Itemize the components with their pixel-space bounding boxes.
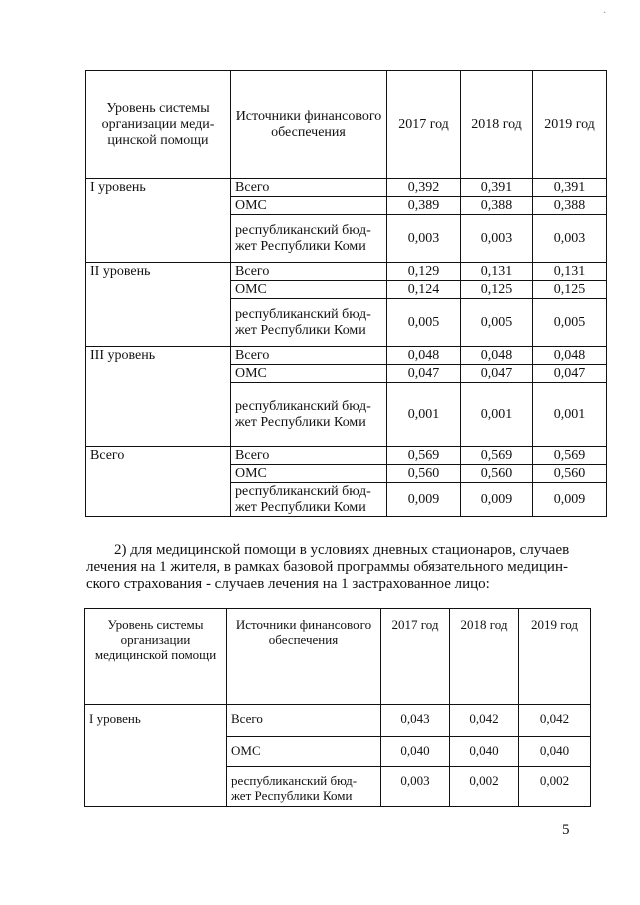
table-header-row [86,71,607,179]
scan-mark: · [603,8,607,19]
value-2018-cell: 0,002 [450,767,519,807]
paragraph-line: 2) для медицинской помощи в условиях дневных стационаров, случаев [114,542,570,558]
value-2018-cell: 0,560 [461,465,533,483]
source-cell: ОМС [227,737,381,767]
level-cell [86,299,231,347]
level-cell [85,737,227,767]
level-cell: I уровень [85,705,227,737]
header-2019: 2019 год [519,609,591,705]
level-volume-table-2 [84,608,591,807]
value-2019-cell: 0,009 [533,483,607,517]
table-row [86,465,607,483]
value-2017-cell: 0,003 [387,215,461,263]
source-cell: республиканский бюд-жет Республики Коми [231,383,387,447]
value-2017-cell: 0,048 [387,347,461,365]
source-cell: ОМС [231,281,387,299]
value-2017-cell: 0,392 [387,179,461,197]
table-row [86,447,607,465]
table-row [85,737,591,767]
source-cell: Всего [231,447,387,465]
header-2018: 2018 год [450,609,519,705]
header-2019: 2019 год [533,71,607,179]
source-cell: Всего [231,263,387,281]
value-2018-cell: 0,003 [461,215,533,263]
level-cell: II уровень [86,263,231,281]
page-number: 5 [562,822,570,838]
source-cell: республиканский бюд-жет Республики Коми [231,483,387,517]
value-2019-cell: 0,569 [533,447,607,465]
level-cell: I уровень [86,179,231,197]
value-2019-cell: 0,125 [533,281,607,299]
value-2017-cell: 0,005 [387,299,461,347]
level-cell [86,197,231,215]
table-header-row [85,609,591,705]
header-2017: 2017 год [381,609,450,705]
value-2019-cell: 0,002 [519,767,591,807]
source-cell: ОМС [231,465,387,483]
value-2017-cell: 0,124 [387,281,461,299]
level-cell: Всего [86,447,231,465]
table-body [85,705,591,807]
table-row [86,483,607,517]
value-2019-cell: 0,005 [533,299,607,347]
value-2017-cell: 0,560 [387,465,461,483]
table-row [86,197,607,215]
table-row [85,767,591,807]
source-cell: республиканский бюд-жет Республики Коми [231,215,387,263]
level-cell [86,383,231,447]
paragraph-line: ского страхования - случаев лечения на 1 застрахованное лицо: [86,576,490,592]
value-2017-cell: 0,043 [381,705,450,737]
value-2018-cell: 0,569 [461,447,533,465]
header-level: Уровень системы организации меди-цинской помощи [86,71,231,179]
source-cell: Всего [231,347,387,365]
value-2018-cell: 0,040 [450,737,519,767]
level-cell [86,215,231,263]
level-cell [85,767,227,807]
table-row [86,281,607,299]
header-source: Источники финансового обеспечения [231,71,387,179]
paragraph-line: лечения на 1 жителя, в рамках базовой программы обязательного медицин- [86,559,568,575]
value-2018-cell: 0,042 [450,705,519,737]
value-2019-cell: 0,047 [533,365,607,383]
value-2019-cell: 0,040 [519,737,591,767]
value-2017-cell: 0,040 [381,737,450,767]
level-cell [86,281,231,299]
value-2018-cell: 0,388 [461,197,533,215]
value-2018-cell: 0,047 [461,365,533,383]
value-2017-cell: 0,009 [387,483,461,517]
header-2018: 2018 год [461,71,533,179]
value-2019-cell: 0,131 [533,263,607,281]
value-2017-cell: 0,001 [387,383,461,447]
source-cell: ОМС [231,365,387,383]
paragraph-day-hospital [86,542,586,593]
table-row [86,383,607,447]
value-2019-cell: 0,388 [533,197,607,215]
source-cell: ОМС [231,197,387,215]
value-2017-cell: 0,047 [387,365,461,383]
value-2017-cell: 0,389 [387,197,461,215]
level-cell [86,465,231,483]
value-2018-cell: 0,125 [461,281,533,299]
header-2017: 2017 год [387,71,461,179]
table-row [86,263,607,281]
value-2018-cell: 0,005 [461,299,533,347]
value-2019-cell: 0,042 [519,705,591,737]
value-2017-cell: 0,569 [387,447,461,465]
level-cell: III уровень [86,347,231,365]
value-2019-cell: 0,003 [533,215,607,263]
value-2018-cell: 0,131 [461,263,533,281]
table-row [86,365,607,383]
value-2019-cell: 0,048 [533,347,607,365]
table-row [86,179,607,197]
value-2018-cell: 0,391 [461,179,533,197]
source-cell: республиканский бюд-жет Республики Коми [231,299,387,347]
table-row [86,215,607,263]
source-cell: Всего [231,179,387,197]
header-level: Уровень системы организации медицинской помощи [85,609,227,705]
source-cell: республиканский бюд-жет Республики Коми [227,767,381,807]
value-2018-cell: 0,009 [461,483,533,517]
table-row [85,705,591,737]
header-source: Источники финансового обеспечения [227,609,381,705]
level-volume-table-1 [85,70,607,517]
value-2019-cell: 0,001 [533,383,607,447]
value-2019-cell: 0,560 [533,465,607,483]
source-cell: Всего [227,705,381,737]
level-cell [86,365,231,383]
table-row [86,299,607,347]
table-row [86,347,607,365]
value-2017-cell: 0,129 [387,263,461,281]
value-2018-cell: 0,048 [461,347,533,365]
value-2017-cell: 0,003 [381,767,450,807]
value-2019-cell: 0,391 [533,179,607,197]
value-2018-cell: 0,001 [461,383,533,447]
level-cell [86,483,231,517]
table-body [86,179,607,517]
